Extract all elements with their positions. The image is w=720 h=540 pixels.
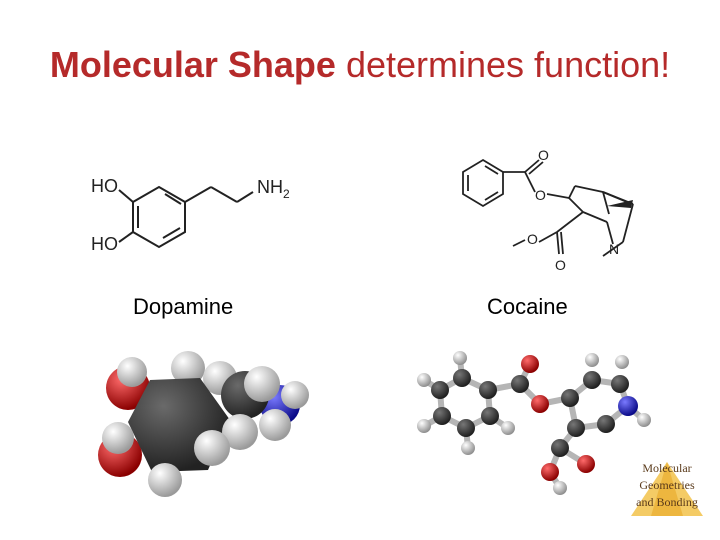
dopamine-hydrogen-atom xyxy=(117,357,147,387)
footer-line-3: and Bonding xyxy=(636,495,698,509)
cocaine-o-bottom: O xyxy=(555,257,566,273)
dopamine-nh2-subscript: 2 xyxy=(283,187,290,201)
dopamine-label: Dopamine xyxy=(133,294,234,319)
cocaine-hydrogen-atom xyxy=(553,481,567,495)
cocaine-carbon-atom xyxy=(583,371,601,389)
cocaine-nitrogen-atom xyxy=(618,396,638,416)
dopamine-hydrogen-atom xyxy=(244,366,280,402)
cocaine-carbon-atom xyxy=(561,389,579,407)
cocaine-o-top: O xyxy=(538,148,549,163)
cocaine-carbon-atom xyxy=(433,407,451,425)
title-emphasis: Molecular Shape xyxy=(49,44,336,85)
dopamine-hydrogen-atom xyxy=(259,409,291,441)
footer-line-2: Geometries xyxy=(639,478,695,492)
dopamine-ho-bottom: HO xyxy=(91,234,118,254)
cocaine-oxygen-atom xyxy=(531,395,549,413)
dopamine-ho-top: HO xyxy=(91,176,118,196)
cocaine-o-ester: O xyxy=(535,187,546,203)
cocaine-oxygen-atom xyxy=(577,455,595,473)
cocaine-hydrogen-atom xyxy=(615,355,629,369)
title-rest: determines function! xyxy=(335,44,671,85)
cocaine-carbon-atom xyxy=(597,415,615,433)
dopamine-space-filling-model xyxy=(90,350,310,500)
cocaine-hydrogen-atom xyxy=(417,373,431,387)
dopamine-structure-diagram xyxy=(85,160,325,270)
cocaine-carbon-atom xyxy=(457,419,475,437)
cocaine-oxygen-atom xyxy=(521,355,539,373)
cocaine-oxygen-atom xyxy=(541,463,559,481)
cocaine-hydrogen-atom xyxy=(417,419,431,433)
cocaine-hydrogen-atom xyxy=(585,353,599,367)
cocaine-carbon-atom xyxy=(511,375,529,393)
cocaine-carbon-atom xyxy=(551,439,569,457)
cocaine-carbon-atom xyxy=(479,381,497,399)
dopamine-hydrogen-atom xyxy=(102,422,134,454)
slide-title xyxy=(0,40,720,90)
cocaine-hydrogen-atom xyxy=(637,413,651,427)
dopamine-nh2 xyxy=(257,177,290,201)
cocaine-carbon-atom xyxy=(567,419,585,437)
cocaine-hydrogen-atom xyxy=(501,421,515,435)
dopamine-hydrogen-atom xyxy=(281,381,309,409)
footer-line-1: Molecular xyxy=(642,461,692,475)
cocaine-carbon-atom xyxy=(431,381,449,399)
cocaine-carbon-atom xyxy=(481,407,499,425)
footer-text xyxy=(625,460,709,511)
cocaine-o-methoxy: O xyxy=(527,231,538,247)
cocaine-structure-diagram xyxy=(455,148,645,273)
cocaine-hydrogen-atom xyxy=(453,351,467,365)
cocaine-carbon-atom xyxy=(453,369,471,387)
cocaine-hydrogen-atom xyxy=(461,441,475,455)
dopamine-hydrogen-atom xyxy=(194,430,230,466)
dopamine-nh2-main: NH xyxy=(257,177,283,197)
cocaine-label: Cocaine xyxy=(487,294,568,319)
dopamine-hydrogen-atom xyxy=(148,463,182,497)
cocaine-carbon-atom xyxy=(611,375,629,393)
cocaine-n: N xyxy=(609,241,620,257)
footer-badge xyxy=(625,458,709,518)
